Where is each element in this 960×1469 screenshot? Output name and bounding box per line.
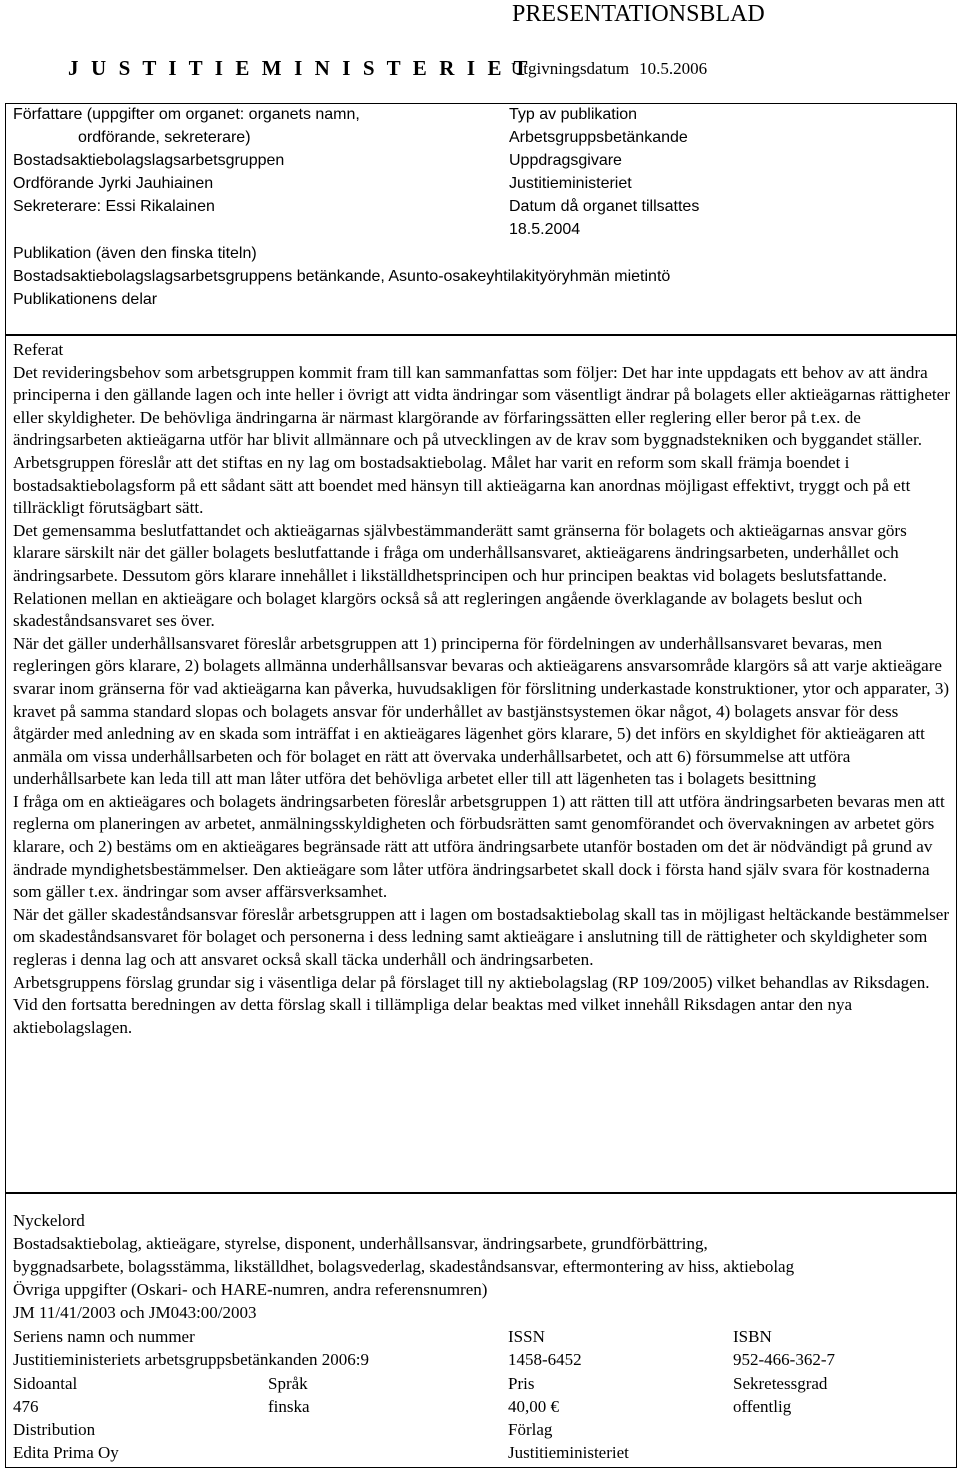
keywords-section [13,1209,953,1324]
abstract-paragraph: Arbetsgruppens förslag grundar sig i väsentliga delar på förslaget till ny aktiebolagslag (RP 109/2005) vilket behandlas av Riksdagen. Vid den fortsatta beredningen av detta förslag skall i tillämpliga delar beaktas med vilket innehåll Riksdagen antar den nya aktiebolagslagen. [13,972,930,1037]
issn-label: ISSN [508,1327,545,1346]
issue-date-label: Utgivningsdatum [511,59,630,78]
publication-type-value: Arbetsgruppsbetänkande [509,129,688,146]
language-label: Språk [268,1374,308,1393]
keywords-label: Nyckelord [13,1211,85,1230]
issn-value: 1458-6452 [508,1350,582,1369]
abstract-paragraph: När det gäller skadeståndsansvar föreslår arbetsgruppen att i lagen om bostadsaktiebolag skall tas in möjligast heltäckande bestämmelser om skadeståndsansvaret för bolaget och personerna i dess ledning samt aktieägare i anslutning till de rättigheter och skyldigheter som regleras i denna lag och att ansvaret också skall täcka underhåll och ändringsarbeten. [13,904,950,970]
issue-date-value: 10.5.2006 [639,59,708,78]
secrecy-value: offentlig [733,1397,792,1416]
publication-type-label: Typ av publikation [509,106,638,123]
author-label: Författare (uppgifter om organet: organets namn, [13,106,360,123]
issn-cell [508,1325,582,1371]
author-label-cont: ordförande, sekreterare) [78,129,251,146]
isbn-value: 952-466-362-7 [733,1350,835,1369]
abstract-paragraph: När det gäller underhållsansvaret föreslår arbetsgruppen att 1) principerna för fördelningen av underhållsansvaret bevaras, men regleringen görs klarare, 2) bolagets allmänna underhållsansvar bevaras och aktieägarens ansvarsområde klargörs så att varje aktieägare svarar inom gränserna för vad aktieägarna kan påverka, huvudsakligen för förslitning underkastade konstruktioner, ytor och apparater, 3) kravet på samma standard slopas och bolagets ansvar för underhållet av bastjänstsystemen ökar något, 4) bolagets ansvar för dess åtgärder med anledning av en skada som inträffat i en aktieägares lägenhet görs klarare, 5) det införs en skyldighet för aktieägaren att anmäla om vissa underhållsarbeten och för bolaget en rätt att övervaka underhållsarbetet, och att 6) försummelse att utföra underhållsarbete kan leda till att man låter utföra det behövliga arbetet eller till att lägenheten tas i bolagets besittning [13,633,950,789]
author-secretary: Sekreterare: Essi Rikalainen [13,198,215,215]
publisher-cell [508,1418,629,1464]
language-cell [268,1372,310,1418]
other-info-value: JM 11/41/2003 och JM043:00/2003 [13,1303,257,1322]
keywords-line: byggnadsarbete, bolagsstämma, likställdhet, bolagsvederlag, skadeståndsansvar, eftermontering av hiss, aktiebolag [13,1257,795,1276]
isbn-cell [733,1325,835,1371]
publication-title-section [13,242,953,311]
abstract-paragraph: Arbetsgruppen föreslår att det stiftas en ny lag om bostadsaktiebolag. Målet har varit en reform som skall främja boendet i bostadsaktiebolagsform på ett sådant sätt att boendet med hänsyn till aktieägarna kan anordnas möjligast effektivt, tryggt och på ett tillräckligt förutsägbart sätt. [13,452,911,518]
secrecy-label: Sekretessgrad [733,1374,828,1393]
publication-title-label: Publikation (även den finska titeln) [13,245,257,262]
publisher-value: Justitieministeriet [508,1443,629,1462]
author-group: Bostadsaktiebolagslagsarbetsgruppen [13,152,285,169]
series-cell [13,1325,369,1371]
series-value: Justitieministeriets arbetsgruppsbetänkanden 2006:9 [13,1350,369,1369]
author-chair: Ordförande Jyrki Jauhiainen [13,175,214,192]
abstract-label: Referat [13,340,64,359]
pages-label: Sidoantal [13,1374,78,1393]
abstract-section [13,339,951,1039]
abstract-paragraph: Det gemensamma beslutfattandet och aktieägarnas självbestämmanderätt samt gränserna för bolagets och aktieägarnas ansvar görs klarare särskilt när det gäller bolagets beslutfattande i fråga om underhållsansvaret, aktieägarens ändringsarbeten, underhållet och ändringsarbete. Dessutom görs klarare innehållet i likställdhetsprincipen och hur principen beaktas vid bolagets beslutsfattande. Relationen mellan en aktieägare och bolaget klargörs också så att regleringen angående överklagande av bolagets beslut och skadeståndsansvaret ses över. [13,520,907,631]
abstract-paragraph: Det revideringsbehov som arbetsgruppen kommit fram till kan sammanfattas som följer: Det har inte uppdagats ett behov av att ändra principerna i den gällande lagen och inte heller i övrigt att vidta ändringar som väsentligt ändrar på bolagets eller aktieägarnas rättigheter eller skyldigheter. De behövliga ändringarna är närmast klargörande av förfaringssätten eller reglering eller beror på t.ex. de ändringsarbeten aktieägarna utför har blivit allmännare och på utvecklingen av de krav som byggnadstekniken och byggandet ställer. [13,362,950,450]
commissioner-label: Uppdragsgivare [509,152,622,169]
publication-type-section [509,103,699,241]
distribution-label: Distribution [13,1420,96,1439]
other-info-label: Övriga uppgifter (Oskari- och HARE-numren, andra referensnumren) [13,1280,488,1299]
document-type: PRESENTATIONSBLAD [512,1,765,27]
ministry-name: J U S T I T I E M I N I S T E R I E T [68,56,532,80]
language-value: finska [268,1397,310,1416]
commissioner-value: Justitieministeriet [509,175,632,192]
pages-value: 476 [13,1397,39,1416]
secrecy-cell [733,1372,827,1418]
distribution-value: Edita Prima Oy [13,1443,119,1462]
keywords-line: Bostadsaktiebolag, aktieägare, styrelse, disponent, underhållsansvar, ändringsarbete, grundförbättring, [13,1234,708,1253]
price-cell [508,1372,559,1418]
price-value: 40,00 € [508,1397,559,1416]
author-section [13,103,443,218]
publisher-label: Förlag [508,1420,553,1439]
pages-cell [13,1372,77,1418]
appointed-value: 18.5.2004 [509,221,581,238]
series-label: Seriens namn och nummer [13,1327,195,1346]
isbn-label: ISBN [733,1327,772,1346]
publication-parts-label: Publikationens delar [13,291,158,308]
appointed-label: Datum då organet tillsattes [509,198,700,215]
abstract-paragraph: I fråga om en aktieägares och bolagets ändringsarbeten föreslår arbetsgruppen 1) att rätten till att utföra ändringsarbeten bevaras men att reglerna om planeringen av arbetet, anmälningsskyldigheten och förbudsrätten samt genomförandet och övervakningen av arbetet görs klarare, och 2) bestäms om en aktieägares begränsade rätt att utföra ändringsarbete utanför bostaden om det är nödvändigt på grund av ändrade myndighetsbestämmelser. Den aktieägare som låter utföra ändringsarbetet skall dock i första hand själv svara för kostnaderna som gäller t.ex. ändringar som avser affärsverksamhet. [13,791,945,902]
price-label: Pris [508,1374,535,1393]
issue-date [511,58,707,80]
publication-title-value: Bostadsaktiebolagslagsarbetsgruppens betänkande, Asunto-osakeyhtilakityöryhmän mietintö [13,268,671,285]
distribution-cell [13,1418,119,1464]
